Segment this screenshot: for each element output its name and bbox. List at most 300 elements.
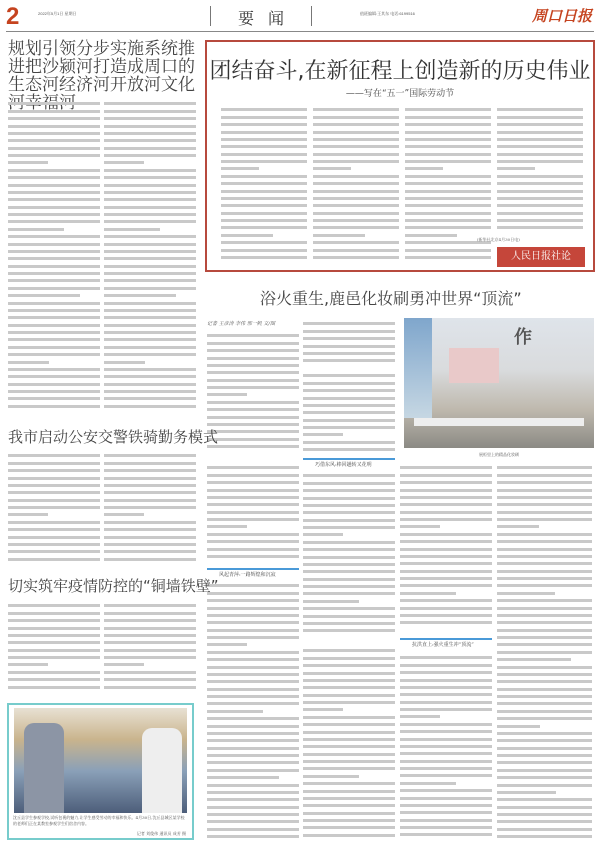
text-line [303,627,395,632]
text-line [8,482,100,487]
text-line [221,217,307,222]
text-line [400,501,492,506]
text-line [104,344,196,349]
text-line [303,387,395,392]
text-line [104,646,196,651]
text-line [207,538,299,543]
text-line [104,624,196,629]
text-line [497,634,592,639]
text-line [221,232,273,237]
police-body-col2 [104,450,196,565]
text-line [303,320,395,325]
text-line [303,350,395,355]
text-line [497,224,583,229]
text-line [8,299,100,304]
text-line [497,693,592,698]
text-line [207,649,299,654]
text-line [497,567,592,572]
text-line [303,758,395,763]
text-line [221,136,307,141]
masthead [0,0,600,30]
text-line [497,187,583,192]
text-line [221,180,307,185]
text-line [8,511,48,516]
text-line [497,486,592,491]
brush-body-col1c [207,580,299,840]
text-line [207,508,299,513]
text-line [303,655,395,660]
text-line [497,553,592,558]
editorial-body-col4 [497,104,583,234]
text-line [8,233,100,238]
text-line [207,641,247,646]
text-line [104,167,196,172]
text-line [497,752,592,757]
photo-teacher-right [142,728,182,813]
text-line [8,617,100,622]
text-line [221,195,307,200]
text-line [400,780,456,785]
text-line [400,802,492,807]
brush-body-col3 [303,470,395,640]
text-line [497,158,583,163]
subhead-3: 抗洪直上:强火重生冲“顶流” [400,638,492,648]
text-line [313,187,399,192]
text-line [405,106,491,111]
text-line [497,121,583,126]
text-line [400,743,492,748]
text-line [405,246,491,251]
subhead-1: 巧借东风:棒回趟转又花明 [303,458,395,468]
text-line [104,277,196,282]
text-line [400,486,492,491]
text-line [303,402,395,407]
text-line [303,691,395,696]
text-line [221,209,307,214]
text-line [303,409,395,414]
article-headline-epidemic[interactable]: 切实筑牢疫情防控的“铜墙铁壁” [8,577,219,595]
text-line [400,516,492,521]
text-line [8,452,100,457]
text-line [313,209,399,214]
text-line [303,728,395,733]
text-line [497,575,592,580]
text-line [405,114,491,119]
text-line [104,159,144,164]
text-line [405,217,491,222]
text-line [400,824,492,829]
text-line [207,406,299,411]
text-line [104,602,196,607]
text-line [207,494,299,499]
text-line [8,329,100,334]
text-line [497,136,583,141]
text-line [497,604,592,609]
text-line [400,816,492,821]
text-line [104,358,145,363]
text-line [303,662,395,667]
text-line [8,115,100,120]
text-line [303,795,395,800]
text-line [207,516,299,521]
text-line [497,811,592,816]
text-line [221,173,307,178]
text-line [8,255,100,260]
article-headline-police[interactable]: 我市启动公安交警铁骑勤务模式 [8,428,219,446]
text-line [207,803,299,808]
text-line [104,189,196,194]
text-line [8,646,100,651]
text-line [8,654,100,659]
editorial-box [205,40,595,272]
text-line [400,787,492,792]
text-line [104,336,196,341]
text-line [207,634,299,639]
text-line [8,358,49,363]
text-line [104,395,196,400]
text-line [303,809,395,814]
text-line [303,416,395,421]
text-line [104,314,196,319]
text-line [400,721,492,726]
text-line [8,624,100,629]
text-line [207,685,299,690]
text-line [104,248,196,253]
text-line [207,678,299,683]
text-line [303,620,395,625]
text-line [8,122,100,127]
text-line [497,671,592,676]
text-line [104,380,196,385]
text-line [8,344,100,349]
text-line [303,598,359,603]
text-line [207,435,299,440]
text-line [8,292,80,297]
text-line [497,180,583,185]
epidemic-body-col1 [8,600,100,695]
text-line [207,376,299,381]
text-line [104,669,196,674]
text-line [313,128,399,133]
text-line [497,128,583,133]
text-line [104,299,196,304]
text-line [400,508,492,513]
text-line [207,384,299,389]
text-line [497,722,540,727]
text-line [104,617,196,622]
text-line [497,143,583,148]
text-line [303,817,395,822]
editorial-dateline: (新华社北京4月30日电) [477,237,520,242]
text-line [313,165,351,170]
text-line [303,394,395,399]
text-line [8,144,100,149]
text-line [104,285,196,290]
text-line [8,240,100,245]
text-line [497,531,592,536]
text-line [104,460,196,465]
text-line [497,165,535,170]
text-line [400,545,492,550]
text-line [303,335,395,340]
epidemic-body-col2 [104,600,196,695]
text-line [400,684,492,689]
text-line [8,519,100,524]
text-line [221,239,307,244]
text-line [303,802,395,807]
photo-student-left [24,723,64,813]
text-line [207,700,299,705]
text-line [104,130,196,135]
text-line [400,523,440,528]
text-line [400,809,492,814]
text-line [303,328,395,333]
text-line [207,501,299,506]
text-line [497,678,592,683]
text-line [405,128,491,133]
text-line [104,321,196,326]
text-line [303,590,395,595]
text-line [497,730,592,735]
text-line [313,143,399,148]
text-line [497,538,592,543]
text-line [400,479,492,484]
text-line [104,196,196,201]
text-line [313,106,399,111]
text-line [8,226,64,231]
editorial-subtitle: ——写在“五一”国际劳动节 [345,89,455,99]
text-line [8,351,100,356]
article-body-river-col2 [104,98,196,410]
text-line [104,270,196,275]
text-line [313,224,399,229]
article-byline: 记者 王彦涛 李伟 邢一帆 文/图 [207,321,276,327]
text-line [400,698,492,703]
text-line [497,501,592,506]
brush-body-col3b [303,645,395,840]
text-line [400,676,492,681]
photo-students-dorm [14,708,187,813]
text-line [8,541,100,546]
text-line [104,373,196,378]
text-line [104,226,160,231]
text-line [400,582,492,587]
text-line [207,744,299,749]
text-line [303,647,395,652]
text-line [104,122,196,127]
photo-caption-brush: 展柜里上的精品化妆刷 [479,452,519,457]
text-line [8,100,100,105]
text-line [303,439,395,444]
text-line [104,654,196,659]
text-line [207,693,299,698]
text-line [400,794,492,799]
text-line [497,545,592,550]
text-line [8,108,100,113]
text-line [207,774,279,779]
text-line [497,833,592,838]
text-line [400,538,492,543]
text-line [400,619,492,624]
text-line [405,187,491,192]
text-line [8,548,100,553]
text-line [8,248,100,253]
text-line [313,114,399,119]
text-line [8,262,100,267]
editorial-body-col2 [313,104,399,264]
text-line [303,824,395,829]
photo-sign: 作 [514,327,532,348]
text-line [303,524,395,529]
text-line [400,531,492,536]
text-line [207,722,299,727]
text-line [104,351,196,356]
text-line [221,187,307,192]
text-line [400,590,456,595]
article-headline-brush[interactable]: 浴火重生,鹿邑化妆刷勇冲世界“顶流” [260,289,522,308]
text-line [104,100,196,105]
text-line [303,568,395,573]
text-line [221,246,307,251]
text-line [497,464,592,469]
section-title: 要闻 [210,6,312,26]
text-line [207,833,299,838]
text-line [104,632,196,637]
photo-story-caption: 沈丘县学生参观学校,试听包裹的魅力,让学生感受劳动的幸福和快乐。4月30日,沈丘县城区某学校的老师们正在某教室参观学生们宿舍内容。 [13,815,185,826]
text-line [8,137,100,142]
text-line [400,472,492,477]
text-line [104,218,196,223]
text-line [400,494,492,499]
text-line [405,143,491,148]
text-line [497,715,592,720]
text-line [400,553,492,558]
text-line [400,604,492,609]
text-line [207,759,299,764]
text-line [400,713,440,718]
article-headline-river[interactable]: 规划引领分步实施系统推进把沙颍河打造成周口的生态河经济河开放河文化河幸福河 [8,39,195,113]
text-line [104,548,196,553]
editorial-title[interactable]: 团结奋斗,在新征程上创造新的历史伟业 [209,59,591,84]
text-line [497,744,592,749]
text-line [104,388,196,393]
text-line [313,246,399,251]
text-line [303,372,395,377]
text-line [207,811,299,816]
text-line [221,143,307,148]
text-line [8,460,100,465]
text-line [303,575,395,580]
text-line [207,428,299,433]
text-line [104,152,196,157]
text-line [104,181,196,186]
text-line [303,612,395,617]
text-line [207,619,299,624]
text-line [8,504,100,509]
text-line [8,388,100,393]
text-line [8,395,100,400]
text-line [104,203,196,208]
text-line [400,757,492,762]
text-line [207,590,299,595]
text-line [104,526,196,531]
text-line [104,144,196,149]
text-line [207,399,299,404]
text-line [303,669,395,674]
text-line [497,173,583,178]
text-line [104,403,196,408]
text-line [405,224,491,229]
text-line [104,115,196,120]
text-line [313,202,399,207]
text-line [400,464,492,469]
text-line [303,487,395,492]
text-line [303,780,395,785]
text-line [497,195,583,200]
text-line [303,583,395,588]
text-line [8,174,100,179]
text-line [497,641,592,646]
text-line [104,519,196,524]
text-line [221,202,307,207]
text-line [8,196,100,201]
police-body-col1 [8,450,100,565]
editorial-body-col1 [221,104,307,264]
text-line [8,403,100,408]
text-line [303,605,395,610]
text-line [8,467,100,472]
text-line [207,597,299,602]
text-line [8,602,100,607]
text-line [303,743,395,748]
text-line [400,567,492,572]
brush-body-col1b [207,462,299,562]
text-line [400,654,492,659]
text-line [303,736,395,741]
text-line [207,413,299,418]
text-line [497,818,592,823]
editor-info: 值班编辑:王其东 电话:6199516 [360,11,415,16]
text-line [405,165,443,170]
editorial-stamp: 人民日报社论 [497,247,585,267]
text-line [8,130,100,135]
text-line [497,106,583,111]
text-line [303,706,343,711]
text-line [497,649,592,654]
text-line [207,737,299,742]
text-line [207,582,299,587]
text-line [405,150,491,155]
text-line [303,480,395,485]
text-line [303,502,395,507]
brush-body-col2b [303,370,395,455]
text-line [104,676,196,681]
text-line [207,369,299,374]
text-line [405,202,491,207]
text-line [207,362,299,367]
text-line [303,546,395,551]
text-line [497,619,592,624]
text-line [400,772,492,777]
text-line [313,232,365,237]
text-line [207,767,299,772]
text-line [207,671,299,676]
text-line [8,152,100,157]
text-line [207,443,299,448]
text-line [8,373,100,378]
text-line [207,479,299,484]
text-line [303,494,395,499]
